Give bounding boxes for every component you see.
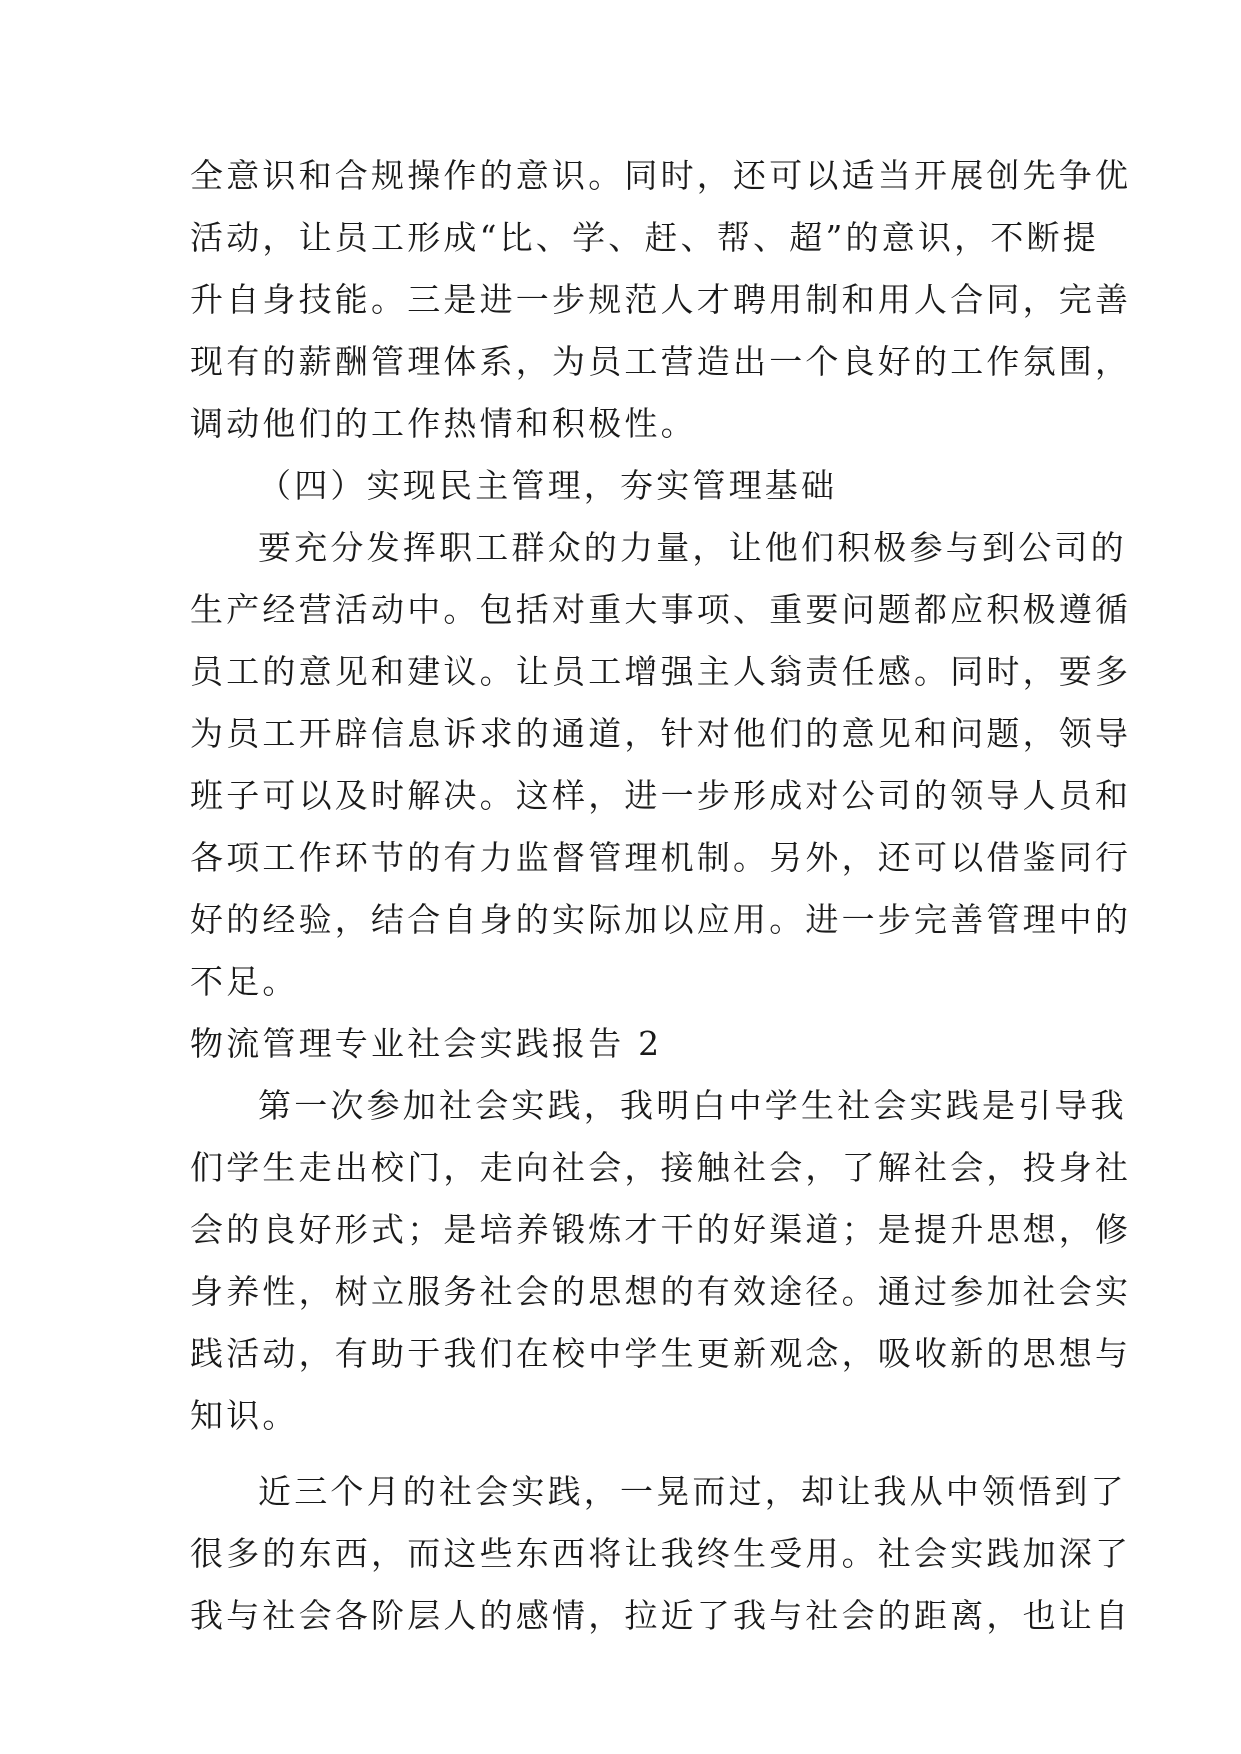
text-line: 为员工开辟信息诉求的通道，针对他们的意见和问题，领导	[190, 714, 1132, 753]
section-heading: （四）实现民主管理，夯实管理基础	[258, 466, 838, 505]
text-line: 践活动，有助于我们在校中学生更新观念，吸收新的思想与	[190, 1334, 1132, 1373]
text-line: 我与社会各阶层人的感情，拉近了我与社会的距离，也让自	[190, 1596, 1132, 1635]
text-line: 们学生走出校门，走向社会，接触社会，了解社会，投身社	[190, 1148, 1132, 1187]
paragraph-three-months	[190, 1461, 1132, 1647]
text-line: 好的经验，结合自身的实际加以应用。进一步完善管理中的	[190, 900, 1132, 939]
text-line: 升自身技能。三是进一步规范人才聘用制和用人合同，完善	[190, 280, 1132, 319]
text-line: 很多的东西，而这些东西将让我终生受用。社会实践加深了	[190, 1534, 1132, 1573]
text-line: 调动他们的工作热情和积极性。	[190, 404, 697, 443]
paragraph-first-practice	[190, 1075, 1132, 1447]
text-line: 全意识和合规操作的意识。同时，还可以适当开展创先争优	[190, 156, 1132, 195]
text-line: 不足。	[190, 962, 299, 1001]
text-line: 近三个月的社会实践，一晃而过，却让我从中领悟到了	[258, 1472, 1127, 1511]
text-line: 员工的意见和建议。让员工增强主人翁责任感。同时，要多	[190, 652, 1132, 691]
text-line: 班子可以及时解决。这样，进一步形成对公司的领导人员和	[190, 776, 1132, 815]
text-line: 第一次参加社会实践，我明白中学生社会实践是引导我	[258, 1086, 1127, 1125]
paragraph-continuation	[190, 145, 1132, 455]
paragraph-spacer	[190, 1447, 1060, 1461]
text-line: 活动，让员工形成“比、学、赶、帮、超”的意识，不断提	[190, 218, 1099, 257]
text-line: 会的良好形式；是培养锻炼才干的好渠道；是提升思想，修	[190, 1210, 1132, 1249]
text-line: 知识。	[190, 1396, 299, 1435]
text-line: 各项工作环节的有力监督管理机制。另外，还可以借鉴同行	[190, 838, 1132, 877]
text-line: 要充分发挥职工群众的力量，让他们积极参与到公司的	[258, 528, 1127, 567]
paragraph-democratic-management	[190, 517, 1132, 1013]
text-line: 身养性，树立服务社会的思想的有效途径。通过参加社会实	[190, 1272, 1132, 1311]
text-line: 生产经营活动中。包括对重大事项、重要问题都应积极遵循	[190, 590, 1132, 629]
text-line: 现有的薪酬管理体系，为员工营造出一个良好的工作氛围，	[190, 342, 1132, 381]
report-title: 物流管理专业社会实践报告 2	[190, 1024, 663, 1063]
document-body	[190, 145, 1132, 1647]
